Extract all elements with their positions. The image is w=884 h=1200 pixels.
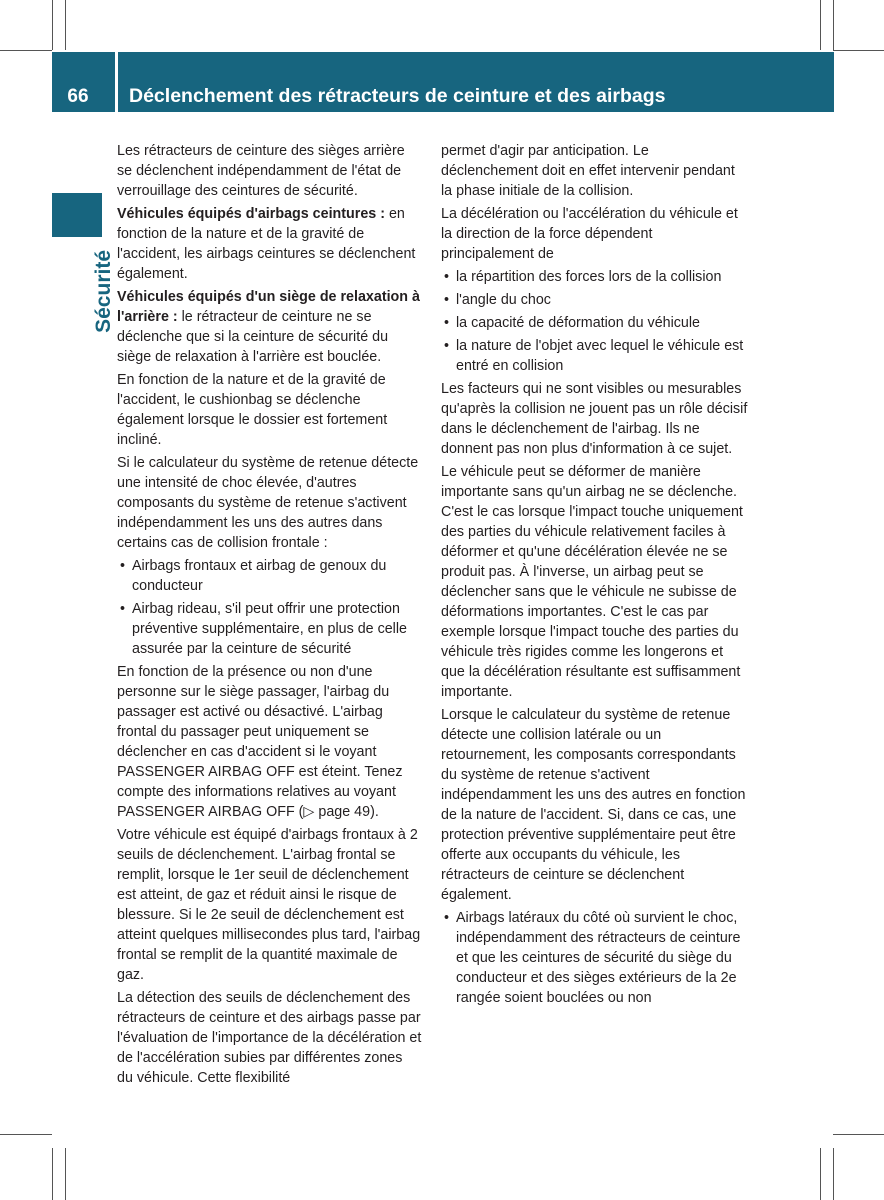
paragraph [117, 287, 422, 367]
list-item: • Airbags latéraux du côté où survient le choc, indépendamment des rétracteurs de ceinture et que les ceintures de sécurité du siège du conducteur et des sièges extérieurs de la 2e rangée soient bouclées ou non [441, 908, 749, 1008]
list-item: • Airbags frontaux et airbag de genoux du conducteur [117, 556, 422, 596]
crop-mark [52, 0, 53, 50]
list-item: • la capacité de déformation du véhicule [441, 313, 749, 333]
crop-mark [65, 0, 66, 50]
right-column [441, 141, 749, 1011]
paragraph: Lorsque le calculateur du système de retenue détecte une collision latérale ou un retournement, les composants correspondants du système de retenue s'activent indépendamment les uns des autres en fonction de la nature de l'accident. Si, dans ce cas, une protection préventive supplémentaire peut être offerte aux occupants du véhicule, les rétracteurs de ceinture se déclenchent également. [441, 707, 746, 903]
crop-mark [820, 0, 821, 50]
paragraph [117, 204, 422, 284]
paragraph: En fonction de la nature et de la gravité de l'accident, le cushionbag se déclenche également lorsque le dossier est fortement incliné. [117, 372, 388, 448]
crop-mark [833, 0, 834, 50]
bullet-list [441, 267, 749, 376]
paragraph-text: le rétracteur de ceinture ne se déclenche que si la ceinture de sécurité du siège de relaxation à l'arrière est bouclée. [117, 309, 389, 365]
paragraph: La détection des seuils de déclenchement des rétracteurs de ceinture et des airbags passe par l'évaluation de l'importance de la décélération et de l'accélération subies par différentes zones du véhicule. Cette flexibilité [117, 990, 422, 1086]
crop-mark [820, 1148, 821, 1200]
side-tab [52, 193, 102, 237]
paragraph: Les rétracteurs de ceinture des sièges arrière se déclenchent indépendamment de l'état de verrouillage des ceintures de sécurité. [117, 143, 405, 199]
bullet-list [441, 908, 749, 1008]
paragraph: permet d'agir par anticipation. Le déclenchement doit en effet intervenir pendant la phase initiale de la collision. [441, 143, 735, 199]
side-tab-label: Sécurité [92, 250, 115, 333]
crop-mark [0, 1134, 52, 1135]
paragraph: Les facteurs qui ne sont visibles ou mesurables qu'après la collision ne jouent pas un rôle décisif dans le déclenchement de l'airbag. Ils ne donnent pas non plus d'information à ce sujet. [441, 381, 748, 457]
paragraph: La décélération ou l'accélération du véhicule et la direction de la force dépendent principalement de [441, 206, 738, 262]
bold-lead: Véhicules équipés d'airbags ceintures : [117, 206, 385, 222]
crop-mark [65, 1148, 66, 1200]
crop-mark [833, 1134, 884, 1135]
paragraph: En fonction de la présence ou non d'une personne sur le siège passager, l'airbag du passager est activé ou désactivé. L'airbag frontal du passager peut uniquement se déclencher en cas d'accident si le voyant PASSENGER AIRBAG OFF est éteint. Tenez compte des informations relatives au voyant PASSENGER AIRBAG OFF (▷ page 49). [117, 664, 403, 820]
paragraph: Si le calculateur du système de retenue détecte une intensité de choc élevée, d'autres composants du système de retenue s'activent indépendamment les uns des autres dans certains cas de collision frontale : [117, 455, 419, 551]
crop-mark [833, 1148, 834, 1200]
list-item: • la répartition des forces lors de la collision [441, 267, 749, 287]
list-item: • Airbag rideau, s'il peut offrir une protection préventive supplémentaire, en plus de celle assurée par la ceinture de sécurité [117, 599, 422, 659]
page-number-box [52, 52, 115, 112]
bullet-list [117, 556, 422, 659]
paragraph-text: en fonction de la nature et de la gravité de l'accident, les airbags ceintures se déclenchent également. [117, 206, 416, 282]
crop-mark [52, 1148, 53, 1200]
left-column [117, 141, 422, 1091]
bold-lead: Véhicules équipés d'un siège de relaxation à l'arrière : [117, 289, 420, 325]
page-number: 66 [67, 86, 89, 107]
paragraph: Votre véhicule est équipé d'airbags frontaux à 2 seuils de déclenchement. L'airbag frontal se remplit, lorsque le 1er seuil de déclenchement est atteint, de gaz et réduit ainsi le risque de blessure. Si le 2e seuil de déclenchement est atteint quelques millisecondes plus tard, l'airbag frontal se remplit de la quantité maximale de gaz. [117, 827, 421, 983]
header-bar [118, 52, 834, 112]
list-item: • la nature de l'objet avec lequel le véhicule est entré en collision [441, 336, 749, 376]
paragraph: Le véhicule peut se déformer de manière importante sans qu'un airbag ne se déclenche. C'est le cas lorsque l'impact touche uniquement des parties du véhicule relativement faciles à déformer et qu'une décélération élevée ne se produit pas. À l'inverse, un airbag peut se déclencher sans que le véhicule ne subisse de déformations importantes. C'est le cas par exemple lorsque l'impact touche des parties du véhicule très rigides comme les longerons et que la décélération résultante est suffisamment importante. [441, 464, 743, 700]
list-item: • l'angle du choc [441, 290, 749, 310]
crop-mark [833, 50, 884, 51]
crop-mark [0, 50, 52, 51]
page-title: Déclenchement des rétracteurs de ceinture et des airbags [129, 85, 666, 107]
